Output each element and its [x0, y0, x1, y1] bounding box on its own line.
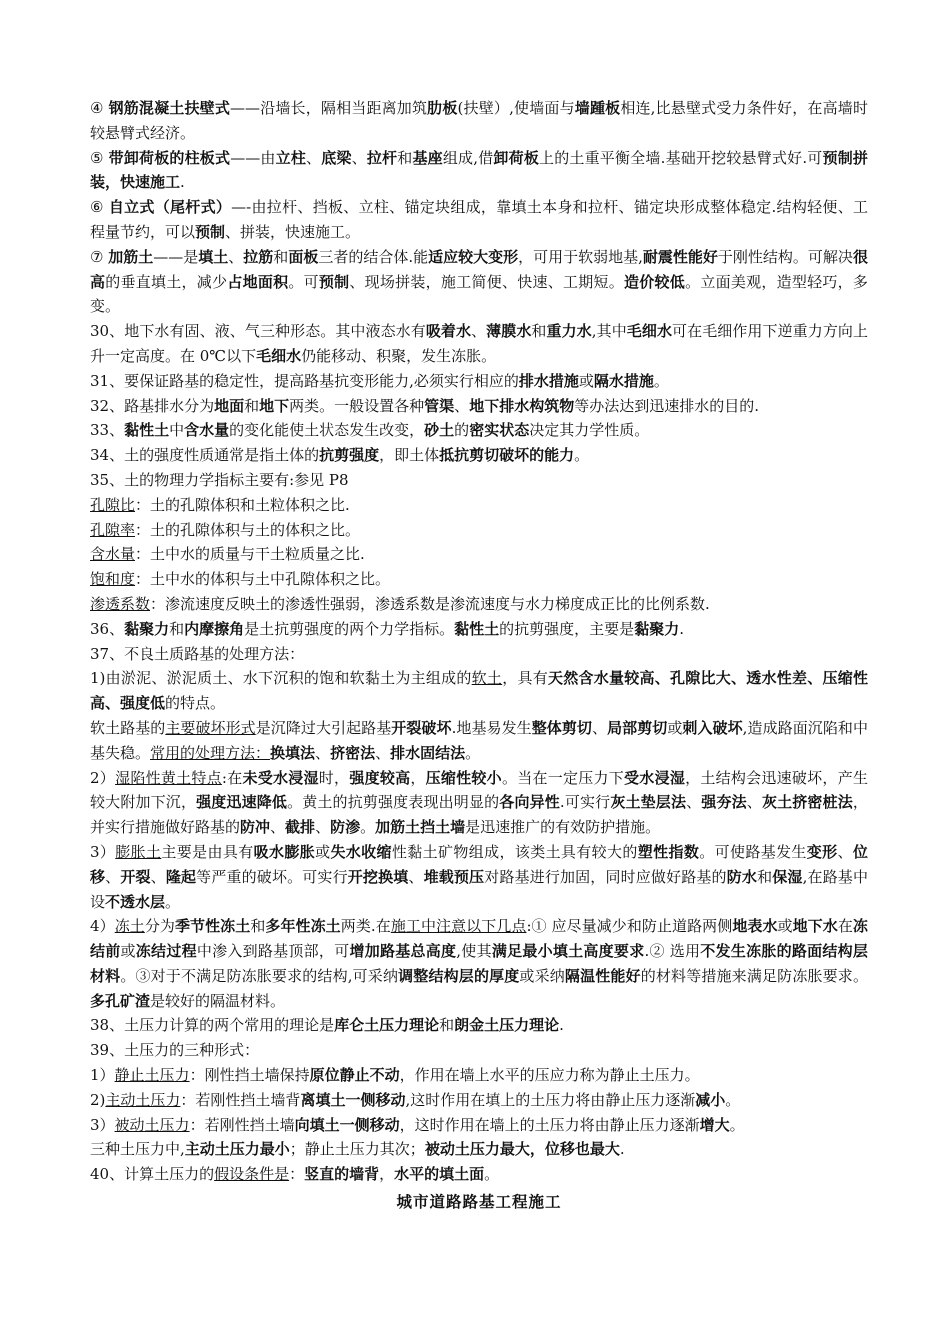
underlined-text: 被动土压力 — [114, 1115, 190, 1134]
text-run: ，可用于软弱地基, — [518, 247, 643, 266]
text-run: 和 — [531, 322, 547, 341]
text-run: 的变化能使土状态发生改变， — [229, 421, 425, 440]
text-run: 决定其力学性质。 — [529, 421, 650, 440]
text-run: —-由拉杆、挡板、立柱、锚定块组成，靠填土本身和拉杆、锚定块形成整体稳定.结构轻便、工程量节约，可以 — [90, 198, 868, 241]
bold-text: 隆起 — [165, 867, 197, 886]
text-run: ，并实行措施做好路基的 — [90, 793, 868, 837]
text-run: ——由 — [230, 148, 276, 167]
paragraph — [90, 195, 868, 245]
text-run: . — [619, 1140, 625, 1159]
bold-text: 防冲 — [240, 818, 271, 837]
text-run: ：渗流速度反映土的渗透性强弱，渗透系数是渗流速度与水力梯度成正比的比例系数. — [150, 594, 710, 613]
underlined-text: 湿陷性黄土特点 — [115, 768, 222, 787]
paragraph — [90, 1113, 868, 1138]
text-run: ：土的孔隙体积和土粒体积之比. — [135, 495, 350, 514]
text-run: 、 — [315, 818, 331, 837]
paragraph — [90, 617, 868, 642]
bold-text: 隔水措施 — [593, 371, 654, 390]
text-run: 、 — [591, 718, 608, 737]
text-run: ⑦ — [90, 247, 109, 266]
bold-text: 未受水浸湿 — [242, 768, 319, 787]
bold-text: 强度迅速降低 — [196, 793, 288, 812]
text-run: 、拼装，快速施工。 — [225, 222, 361, 241]
text-run: 中渗入到路基顶部，可 — [196, 942, 350, 961]
bold-text: 预制 — [195, 222, 226, 241]
text-run: ：若刚性挡土墙 — [189, 1115, 295, 1134]
paragraph — [90, 418, 868, 443]
bold-text: 抵抗剪切破坏的能力 — [439, 446, 575, 465]
paragraph — [90, 319, 868, 369]
bold-text: 重力水 — [546, 322, 592, 341]
underlined-text: 膨胀土 — [115, 842, 162, 861]
text-run: 1)由淤泥、淤泥质土、水下沉积的饱和软黏土为主组成的 — [90, 669, 472, 688]
text-run: 上的土重平衡全墙.基础开挖较悬臂式好.可 — [539, 148, 823, 167]
text-run: ④ — [90, 99, 109, 117]
bold-text: 冻结前 — [90, 917, 868, 961]
text-run: 、 — [105, 867, 121, 886]
text-run: 、 — [454, 396, 470, 415]
paragraph — [90, 1162, 868, 1187]
bold-text: 钢筋混凝土扶壁式 — [108, 99, 231, 117]
bold-text: 含水量 — [184, 421, 230, 440]
bold-text: 灰土垫层法 — [610, 793, 687, 812]
underlined-text: 渗透系数 — [90, 594, 151, 613]
bold-text: 各向异性 — [499, 793, 560, 812]
underlined-text: 主动土压力 — [105, 1090, 181, 1109]
text-run: 和 — [439, 1016, 455, 1035]
text-run: ,造成路面沉陷和中基失稳。 — [90, 718, 868, 762]
paragraph — [90, 914, 868, 1013]
text-run: 或 — [667, 718, 683, 737]
bold-text: 水平的填土面 — [394, 1165, 485, 1184]
text-run: 性黏土矿物组成，该类土具有较大的 — [391, 842, 638, 861]
text-run: .可实行 — [559, 793, 611, 812]
text-run: 或采纳 — [519, 966, 565, 985]
text-run: 和 — [273, 247, 289, 266]
paragraph — [90, 1038, 868, 1063]
bold-text: 地面 — [214, 396, 245, 415]
bold-text: 灰土挤密桩法 — [761, 793, 853, 812]
paragraph — [90, 766, 868, 840]
text-run: 38、土压力计算的两个常用的理论是 — [90, 1016, 335, 1035]
text-run: 于刚性结构。可解决 — [717, 247, 853, 266]
underlined-text: 施工中注意以下几点 — [390, 917, 527, 936]
bold-text: 增加路基总高度 — [349, 942, 457, 961]
paragraph — [90, 716, 868, 766]
paragraph — [90, 369, 868, 394]
underlined-text: 孔隙比 — [90, 495, 136, 514]
text-run: 37、不良土质路基的处理方法： — [90, 644, 305, 663]
bold-text: 调整结构层的厚度 — [398, 966, 520, 985]
paragraph — [90, 443, 868, 468]
underlined-text: 冻土 — [114, 917, 145, 936]
bold-text: 保湿 — [772, 867, 803, 886]
text-run: 三种土压力中, — [90, 1140, 185, 1159]
bold-text: 填土 — [198, 247, 229, 266]
bold-text: 原位静止不动 — [309, 1066, 400, 1085]
text-run: 对路基进行加固，同时应做好路基的 — [484, 867, 727, 886]
text-run: 或 — [777, 917, 793, 936]
section-title: 城市道路路基工程施工 — [396, 1192, 562, 1212]
bold-text: 加筋土 — [108, 247, 154, 266]
text-run: . — [679, 619, 684, 638]
bold-text: 不透水层 — [105, 892, 166, 911]
bold-text: 强夯法 — [701, 793, 747, 812]
text-run: ：若刚性挡土墙背 — [180, 1090, 301, 1109]
text-run: .② 选用 — [644, 942, 701, 961]
bold-text: 向填土一侧移动 — [294, 1115, 400, 1134]
text-run: 34、土的强度性质通常是指土体的 — [90, 446, 320, 465]
document-page — [90, 96, 868, 1212]
text-run: 。可 — [288, 272, 319, 291]
underlined-text: 饱和度 — [90, 570, 136, 589]
paragraph — [90, 518, 868, 543]
bold-text: 堆载预压 — [423, 867, 485, 886]
text-run: 的 — [454, 421, 470, 440]
bold-text: 占地面积 — [227, 272, 289, 291]
bold-text: 黏聚力 — [634, 619, 680, 638]
text-run: ——是 — [153, 247, 199, 266]
bold-text: 内摩擦角 — [184, 619, 245, 638]
text-run: ⑥ — [90, 198, 109, 217]
bold-text: 卸荷板 — [493, 148, 540, 167]
paragraph — [90, 542, 868, 567]
bold-text: 地下水 — [792, 917, 838, 936]
bold-text: 管渠 — [424, 396, 455, 415]
text-run: ,其中 — [591, 322, 627, 341]
text-run: 。 — [360, 818, 376, 837]
bold-text: 黏性土 — [124, 421, 170, 440]
text-run: 是较好的隔温材料。 — [150, 991, 286, 1010]
text-run: .地基易发生 — [451, 718, 532, 737]
bold-text: 季节性冻土 — [174, 917, 251, 936]
paragraph — [90, 468, 868, 493]
bold-text: 防渗 — [330, 818, 361, 837]
bold-text: 不发生冻胀的路面结构层材料 — [90, 942, 868, 985]
paragraph — [90, 567, 868, 592]
text-run: 可在毛细作用下逆重力方向上升一定高度。在 0℃以下 — [90, 322, 868, 365]
text-run: 、现场拼装，施工简便、快速、工期短。 — [349, 272, 625, 291]
bold-text: 换填法 — [270, 743, 316, 762]
text-run: 、 — [375, 743, 391, 762]
text-run: ：土中水的体积与土中孔隙体积之比。 — [135, 570, 391, 589]
paragraph — [90, 1063, 868, 1088]
bold-text: 拉杆 — [366, 148, 398, 167]
text-run: ：刚性挡土墙保持 — [189, 1066, 310, 1085]
underlined-text: 含水量 — [90, 545, 136, 564]
text-run: :① 应尽量减少和防止道路两侧 — [526, 917, 733, 936]
text-run: 。 — [725, 1090, 741, 1109]
text-run: 两类.在 — [340, 917, 391, 936]
text-run: 是土抗剪强度的两个力学指标。 — [244, 619, 455, 638]
text-run: 32、路基排水分为 — [90, 396, 215, 415]
text-run: . — [180, 173, 185, 192]
text-run: 、 — [351, 148, 367, 167]
bold-text: 底梁 — [321, 148, 352, 167]
text-run: 。当在一定压力下 — [501, 768, 625, 787]
text-run: 、 — [270, 818, 286, 837]
bold-text: 适应较大变形 — [428, 247, 519, 266]
bold-text: 减小 — [695, 1090, 726, 1109]
text-run: 30、地下水有固、液、气三种形态。其中液态水有 — [90, 322, 426, 341]
underlined-text: 假设条件是 — [214, 1165, 290, 1184]
paragraph — [90, 96, 868, 146]
bold-text: 增大 — [699, 1115, 730, 1134]
text-run: 和 — [250, 917, 266, 936]
bold-text: 刺入破坏 — [682, 718, 743, 737]
text-run: 、 — [408, 867, 424, 886]
text-run: 。③对于不满足防冻胀要求的结构,可采纳 — [120, 966, 399, 985]
bold-text: 薄膜水 — [486, 322, 532, 341]
text-run: 3） — [90, 1115, 115, 1134]
text-run: 中 — [169, 421, 185, 440]
text-run: 、 — [686, 793, 702, 812]
bold-text: 位移 — [90, 842, 868, 886]
bold-text: 带卸荷板的柱板式 — [108, 148, 231, 167]
bold-text: 满足最小填土高度要求 — [491, 942, 645, 961]
text-run: ，即土体 — [379, 446, 440, 465]
paragraph — [90, 394, 868, 419]
text-run: 组成,借 — [442, 148, 494, 167]
text-run: 。 — [484, 1165, 500, 1184]
bold-text: 朗金土压力理论 — [454, 1016, 560, 1035]
text-run: 31、要保证路基的稳定性，提高路基抗变形能力,必须实行相应的 — [90, 371, 519, 390]
text-run: 。 — [165, 892, 181, 911]
document-body — [90, 96, 868, 1187]
text-run: 软土路基的 — [90, 718, 166, 737]
bold-text: 压缩性较小 — [425, 768, 502, 787]
bold-text: 竖直的墙背 — [304, 1165, 380, 1184]
bold-text: 被动土压力最大，位移也最大 — [424, 1140, 620, 1159]
bold-text: 吸水膨胀 — [253, 842, 316, 861]
text-run: 。可使路基发生 — [699, 842, 807, 861]
bold-text: 整体剪切 — [531, 718, 592, 737]
bold-text: 主动土压力最小 — [184, 1140, 290, 1159]
text-run: 1） — [90, 1066, 115, 1085]
bold-text: 排水措施 — [518, 371, 579, 390]
bold-text: 排水固结法 — [390, 743, 466, 762]
text-run: 40、计算土压力的 — [90, 1165, 215, 1184]
text-run: ， — [410, 768, 426, 787]
text-run: :在 — [221, 768, 243, 787]
bold-text: 毛细水 — [626, 322, 673, 341]
bold-text: 造价较低 — [624, 272, 686, 291]
bold-text: 立柱 — [275, 148, 307, 167]
text-run: 、 — [306, 148, 322, 167]
text-run: 2） — [90, 768, 116, 787]
bold-text: 预制 — [318, 272, 350, 291]
bold-text: 防水 — [726, 867, 758, 886]
text-run: 在 — [837, 917, 853, 936]
bold-text: 墙踵板 — [574, 99, 621, 117]
text-run: 相连,比悬壁式受力条件好，在高墙时较悬臂式经济。 — [90, 99, 868, 142]
paragraph — [90, 1013, 868, 1038]
text-run: 分为 — [144, 917, 175, 936]
bold-text: 地表水 — [732, 917, 778, 936]
bold-text: 基座 — [412, 148, 443, 167]
bold-text: 天然含水量较高、孔隙比大、透水性差、压缩性高、强度低 — [90, 669, 868, 713]
text-run: 和 — [244, 396, 260, 415]
text-run: 35、土的物理力学指标主要有:参见 P8 — [90, 470, 349, 489]
bold-text: 拉筋 — [243, 247, 274, 266]
bold-text: 地下 — [259, 396, 290, 415]
text-run: 36、 — [90, 619, 125, 638]
text-run: ， — [379, 1165, 395, 1184]
bold-text: 库仑土压力理论 — [334, 1016, 440, 1035]
text-run: 时， — [318, 768, 350, 787]
text-run: ⑤ — [90, 148, 109, 167]
text-run: (扶壁）,使墙面与 — [457, 99, 575, 117]
bold-text: 肋板 — [427, 99, 458, 117]
text-run: 的垂直填土，减少 — [105, 272, 228, 291]
bold-text: 黏聚力 — [124, 619, 170, 638]
text-run: ——沿墙长，隔相当距离加筑 — [230, 99, 428, 117]
bold-text: 变形 — [806, 842, 838, 861]
text-run: 、 — [471, 322, 487, 341]
text-run: 的材料等措施来满足防冻胀要求。 — [640, 966, 868, 985]
bold-text: 受水浸湿 — [624, 768, 686, 787]
bold-text: 预制拼装，快速施工 — [90, 148, 868, 192]
bold-text: 耐震性能好 — [642, 247, 718, 266]
text-run: 的特点。 — [165, 694, 226, 713]
bold-text: 失水收缩 — [330, 842, 392, 861]
text-run: ,在路基中设 — [90, 867, 868, 911]
text-run: 39、土压力的三种形式： — [90, 1041, 260, 1060]
text-run: 、 — [228, 247, 244, 266]
bold-text: 黏性土 — [454, 619, 500, 638]
bold-text: 挤密法 — [330, 743, 376, 762]
paragraph — [90, 1137, 868, 1162]
text-run: ，具有 — [502, 669, 548, 688]
text-run: ，这时作用在墙上的土压力将由静止压力逐渐 — [399, 1115, 700, 1134]
text-run: 的抗剪强度，主要是 — [499, 619, 635, 638]
bold-text: 多年性冻土 — [265, 917, 341, 936]
text-run: 2) — [90, 1090, 106, 1109]
text-run: 是沉降过大引起路基 — [255, 718, 392, 737]
paragraph — [90, 146, 868, 196]
bold-text: 多孔矿渣 — [90, 991, 151, 1010]
text-run: ,使其 — [456, 942, 492, 961]
bold-text: 开裂 — [120, 867, 151, 886]
underlined-text: 静止土压力 — [114, 1066, 190, 1085]
bold-text: 局部剪切 — [607, 718, 668, 737]
text-run: 和 — [169, 619, 185, 638]
underlined-text: 孔隙率 — [90, 520, 136, 539]
text-run: 、 — [746, 793, 762, 812]
text-run: 等办法达到迅速排水的目的. — [574, 396, 759, 415]
text-run: ，土结构会迅速破坏，产生较大附加下沉， — [90, 768, 868, 812]
text-run: 。 — [465, 743, 481, 762]
underlined-text: 常用的处理方法： — [150, 743, 271, 762]
text-run: 。 — [729, 1115, 745, 1134]
bold-text: 很高 — [90, 247, 868, 291]
bold-text: 离填土一侧移动 — [300, 1090, 406, 1109]
text-run: 主要是由具有 — [161, 842, 254, 861]
bold-text: 冻结过程 — [135, 942, 197, 961]
text-run: 。 — [653, 371, 669, 390]
text-run: 或 — [578, 371, 594, 390]
paragraph — [90, 642, 868, 667]
underlined-text: 软土 — [471, 669, 503, 688]
text-run: 、 — [150, 867, 166, 886]
paragraph — [90, 592, 868, 617]
text-run: 。 — [574, 446, 590, 465]
bold-text: 面板 — [288, 247, 319, 266]
paragraph — [90, 493, 868, 518]
bold-text: 毛细水 — [256, 346, 302, 365]
bold-text: 开裂破坏 — [391, 718, 452, 737]
paragraph — [90, 245, 868, 319]
paragraph — [90, 840, 868, 914]
text-run: 仍能移动、积聚，发生冻胀。 — [301, 346, 497, 365]
bold-text: 自立式（尾杆式） — [108, 198, 232, 217]
text-run: 或 — [315, 842, 331, 861]
underlined-text: 主要破坏形式 — [165, 718, 256, 737]
text-run: ：土中水的质量与干土粒质量之比. — [135, 545, 365, 564]
text-run: 。黄土的抗剪强度表现出明显的 — [287, 793, 500, 812]
text-run: 是迅速推广的有效防护措施。 — [465, 818, 661, 837]
bold-text: 隔温性能好 — [564, 966, 641, 985]
text-run: ,这时作用在填上的土压力将由静止压力逐渐 — [405, 1090, 696, 1109]
text-run: ：土的孔隙体积与土的体积之比。 — [135, 520, 361, 539]
text-run: 、 — [837, 842, 853, 861]
bold-text: 地下排水构筑物 — [469, 396, 575, 415]
text-run: 三者的结合体.能 — [318, 247, 429, 266]
bold-text: 强度较高 — [349, 768, 411, 787]
paragraph — [90, 666, 868, 716]
text-run: 等严重的破坏。可实行 — [196, 867, 348, 886]
text-run: 或 — [120, 942, 136, 961]
bold-text: 抗剪强度 — [319, 446, 380, 465]
text-run: 33、 — [90, 421, 125, 440]
text-run: 、 — [315, 743, 331, 762]
text-run: 和 — [757, 867, 773, 886]
bold-text: 截排 — [285, 818, 316, 837]
bold-text: 密实状态 — [469, 421, 530, 440]
text-run: ，作用在墙上水平的压应力称为静止土压力。 — [399, 1066, 700, 1085]
text-run: 3） — [90, 842, 116, 861]
bold-text: 塑性指数 — [637, 842, 700, 861]
text-run: 两类。一般设置各种 — [289, 396, 425, 415]
text-run: 4） — [90, 917, 115, 936]
bold-text: 开挖换填 — [347, 867, 409, 886]
text-run: 。立面美观，造型轻巧，多变。 — [90, 272, 868, 316]
text-run: 和 — [397, 148, 413, 167]
bold-text: 吸着水 — [425, 322, 472, 341]
bold-text: 砂土 — [424, 421, 455, 440]
text-run: ： — [289, 1165, 305, 1184]
text-run: . — [559, 1016, 564, 1035]
paragraph — [90, 1088, 868, 1113]
bold-text: 加筋土挡土墙 — [375, 818, 466, 837]
text-run: ；静止土压力其次； — [289, 1140, 425, 1159]
